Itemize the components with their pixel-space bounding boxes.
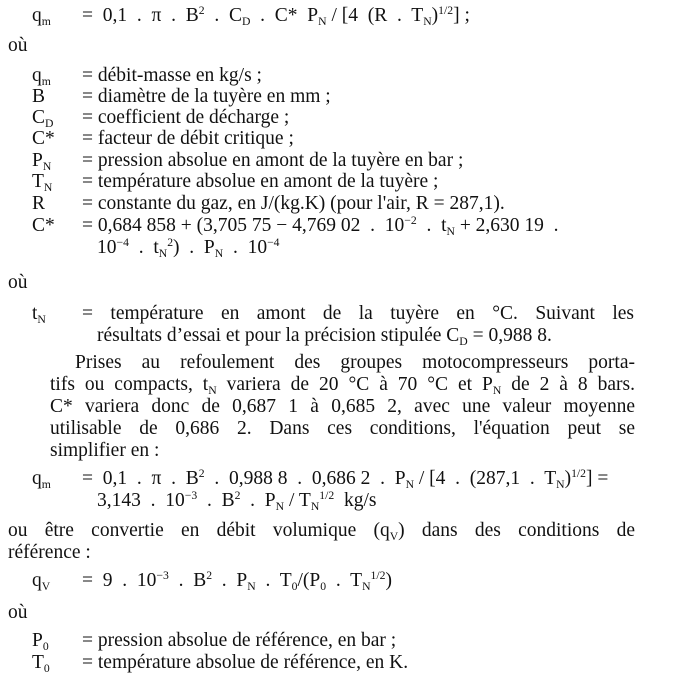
tn-def-line1: = température en amont de la tuyère en °C. Suivant les [82, 303, 634, 324]
def-symbol-r: R [32, 193, 46, 214]
cstar-eq-line2: $10^{-4}$ . $t_N^2$) . $P_N$ . $10^{-4}$ [97, 235, 280, 261]
simplified-eq-line1: = 0,1 . π . $B^2$ . 0,988 8 . 0,686 2 . $P_N / [4$ . (287,1 . $T_N)^{1/2}$] = [82, 466, 609, 492]
equation-main-rhs: = 0,1 . π . $B^2$ . $C_D$ . C* $P_N / [4$ (R . $T_N)^{1/2}$] ; [82, 3, 470, 29]
simplified-eq-lhs: $q_m$ [32, 468, 51, 492]
def-text-qm: = débit-masse en kg/s ; [82, 65, 262, 86]
conversion-line1: ou être convertie en débit volumique $(q_V)$ dans des conditions de [8, 520, 635, 544]
paragraph-line2: tifs ou compacts, $t_N$ variera de 20 °C à 70 °C et $P_N$ de 2 à 8 bars. [50, 374, 635, 398]
def-text-pn: = pression absolue en amont de la tuyère en bar ; [82, 150, 464, 171]
def-text-cd: = coefficient de décharge ; [82, 107, 290, 128]
paragraph-line4: utilisable de 0,686 2. Dans ces conditions, l'équation peut se [50, 418, 635, 439]
ou-label-3: où [8, 602, 28, 623]
cstar-eq-line1: = 0,684 858 + (3,705 75 − 4,769 02 . $10^{-2}$ . $t_N + 2,630$ 19 . [82, 213, 559, 239]
def-symbol-p0: $P_0$ [32, 630, 49, 654]
def-symbol-tn: $T_N$ [32, 171, 53, 195]
def-symbol-cd: $C_D$ [32, 107, 54, 131]
conversion-line2: référence : [8, 542, 91, 563]
def-text-b: = diamètre de la tuyère en mm ; [82, 86, 331, 107]
def-text-cstar: = facteur de débit critique ; [82, 128, 294, 149]
def-symbol-t0: $T_0$ [32, 652, 50, 676]
def-text-tn: = température absolue en amont de la tuyère ; [82, 171, 439, 192]
cstar-eq-symbol: C* [32, 215, 55, 236]
volumetric-eq-lhs: $q_V$ [32, 570, 51, 594]
equation-main-lhs: $q_m$ [32, 5, 51, 29]
def-text-r: = constante du gaz, en J/(kg.K) (pour l'air, R = 287,1). [82, 193, 505, 214]
def-symbol-qm: $q_m$ [32, 65, 51, 89]
def-symbol-cstar: C* [32, 128, 55, 149]
def-symbol-tn-lower: $t_N$ [32, 303, 46, 327]
def-symbol-b: B [32, 86, 46, 107]
def-text-t0: = température absolue de référence, en K. [82, 652, 409, 673]
simplified-eq-line2: 3,143 . $10^{-3}$ . $B^2$ . $P_N / T_N^{1/2}$ kg/s [97, 488, 377, 514]
tn-def-line2: résultats d’essai et pour la précision stipulée $C_D = 0,988$ 8. [97, 325, 552, 349]
ou-label-1: où [8, 35, 28, 56]
volumetric-eq-rhs: = 9 . $10^{-3}$ . $B^2$ . $P_N$ . $T_0/(P_0$ . $T_N^{1/2}$) [82, 568, 392, 594]
ou-label-2: où [8, 272, 28, 293]
paragraph-line1: Prises au refoulement des groupes motocompresseurs porta- [75, 352, 635, 373]
paragraph-line5: simplifier en : [50, 440, 160, 461]
paragraph-line3: C* variera donc de 0,687 1 à 0,685 2, avec une valeur moyenne [50, 396, 635, 417]
def-symbol-pn: $P_N$ [32, 150, 52, 174]
def-text-p0: = pression absolue de référence, en bar ; [82, 630, 397, 651]
